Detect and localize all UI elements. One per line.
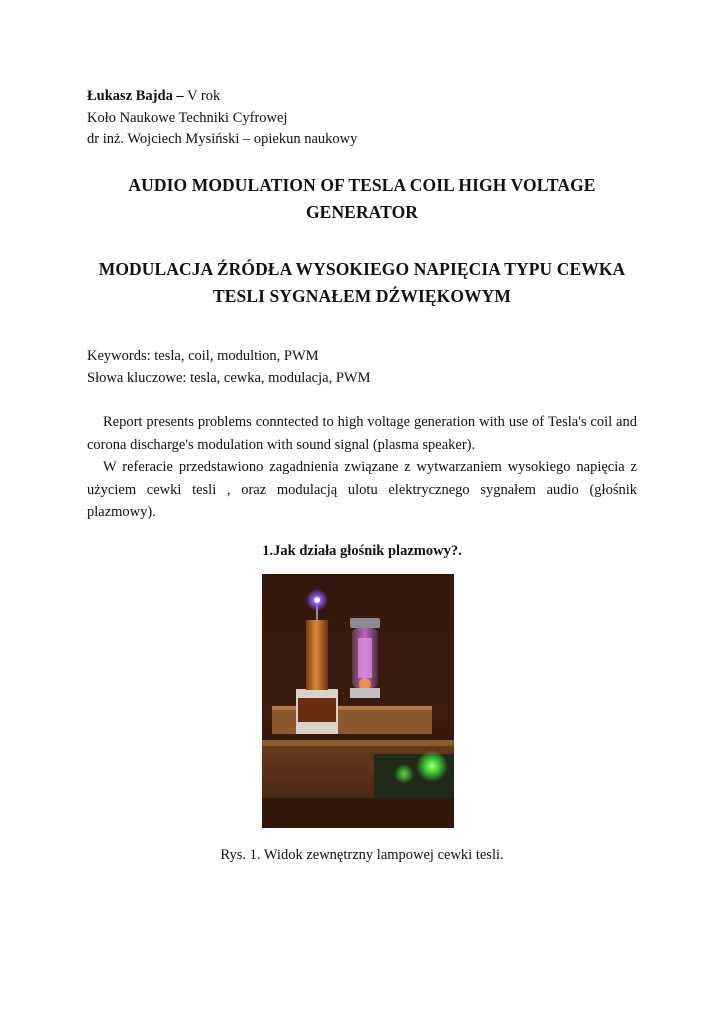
abstract-polish: W referacie przedstawiono zagadnienia związane z wytwarzaniem wysokiego napięcia z użyciem cewki tesli , oraz modulacją ulotu elektrycznego sygnałem audio (głośnik plazmowy). — [87, 459, 637, 520]
title-polish — [87, 256, 637, 310]
abstract — [87, 411, 637, 524]
author-line — [87, 86, 357, 108]
figure-caption: Rys. 1. Widok zewnętrzny lampowej cewki tesli. — [220, 847, 504, 863]
keywords-english: Keywords: tesla, coil, modultion, PWM — [87, 348, 319, 364]
supervisor-line: dr inż. Wojciech Mysiński – opiekun naukowy — [87, 131, 358, 147]
keywords-block — [87, 346, 370, 389]
title-polish-line2: TESLI SYGNAŁEM DŹWIĘKOWYM — [212, 286, 512, 306]
abstract-english: Report presents problems conntected to high voltage generation with use of Tesla's coil and corona discharge's modulation with sound signal (plasma speaker). — [87, 414, 637, 453]
title-english-line1: AUDIO MODULATION OF TESLA COIL HIGH VOLTAGE — [128, 175, 596, 195]
title-english — [87, 172, 637, 226]
title-polish-line1: MODULACJA ŹRÓDŁA WYSOKIEGO NAPIĘCIA TYPU CEWKA — [98, 259, 626, 279]
author-name: Łukasz Bajda – — [87, 88, 184, 104]
keywords-polish: Słowa kluczowe: tesla, cewka, modulacja, PWM — [87, 369, 371, 386]
author-year: V rok — [183, 88, 221, 104]
tesla-coil-photo — [262, 574, 454, 828]
section-heading: 1.Jak działa głośnik plazmowy?. — [262, 543, 462, 559]
title-english-line2: GENERATOR — [305, 202, 419, 222]
club-name: Koło Naukowe Techniki Cyfrowej — [87, 109, 288, 126]
author-block — [87, 86, 357, 151]
